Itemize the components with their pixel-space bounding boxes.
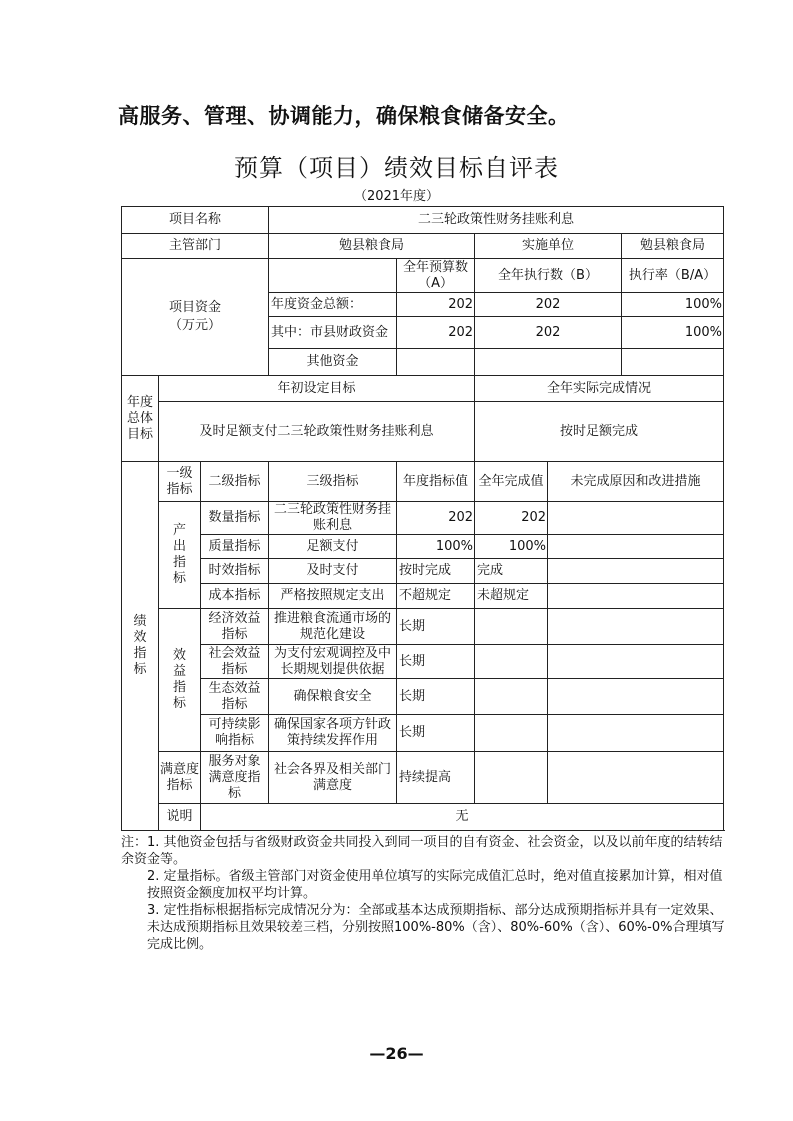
output-row-l2: 数量指标: [201, 502, 269, 535]
perf-indicators-label: 绩效指标: [122, 462, 159, 831]
output-row-l2: 成本指标: [201, 584, 269, 609]
output-row-done: 100%: [475, 535, 548, 559]
output-row-reason: [548, 535, 724, 559]
funds-city-rate: 100%: [622, 317, 724, 349]
project-name-value: 二三轮政策性财务挂账利息: [269, 207, 724, 234]
output-row-reason: [548, 584, 724, 609]
benefit-row-target: 长期: [397, 679, 475, 715]
funds-city-exec: 202: [475, 317, 622, 349]
funds-total-rate: 100%: [622, 293, 724, 317]
output-row-done: 202: [475, 502, 548, 535]
output-row-l3: 二三轮政策性财务挂账利息: [269, 502, 397, 535]
satisfaction-row-reason: [548, 752, 724, 804]
funds-city-budget: 202: [397, 317, 475, 349]
benefit-row-target: 长期: [397, 645, 475, 679]
hdr-done: 全年完成值: [475, 462, 548, 502]
output-row-l2: 质量指标: [201, 535, 269, 559]
funds-other-rate: [622, 349, 724, 376]
goal-plan-header: 年初设定目标: [159, 376, 475, 402]
benefit-row-done: [475, 679, 548, 715]
benefit-row-target: 长期: [397, 715, 475, 752]
output-row-target: 不超规定: [397, 584, 475, 609]
benefit-row-l2: 可持续影响指标: [201, 715, 269, 752]
hdr-level1: 一级指标: [159, 462, 201, 502]
benefit-row-l2: 经济效益指标: [201, 609, 269, 645]
dept-label: 主管部门: [122, 234, 269, 259]
footnote-2: 2. 定量指标。省级主管部门对资金使用单位填写的实际完成值汇总时，绝对值直接累加计算，相对值按照资金额度加权平均计算。: [147, 869, 723, 901]
funds-city-label: 其中：市县财政资金: [269, 317, 397, 349]
footnote-1: 注：1. 其他资金包括与省级财政资金共同投入到同一项目的自有资金、社会资金，以及以前年度的结转结余资金等。: [121, 835, 723, 867]
output-row-reason: [548, 502, 724, 535]
benefit-row-l2: 社会效益指标: [201, 645, 269, 679]
output-row-target: 100%: [397, 535, 475, 559]
funds-total-budget: 202: [397, 293, 475, 317]
benefit-row-reason: [548, 715, 724, 752]
benefit-row-l3: 推进粮食流通市场的规范化建设: [269, 609, 397, 645]
funds-other-budget: [397, 349, 475, 376]
benefit-indicators-label: 效益指标: [159, 609, 201, 752]
dept-value: 勉县粮食局: [269, 234, 475, 259]
output-row-l3: 严格按照规定支出: [269, 584, 397, 609]
satisfaction-row-done: [475, 752, 548, 804]
funds-other-exec: [475, 349, 622, 376]
goal-actual-header: 全年实际完成情况: [475, 376, 724, 402]
form-year: （2021年度）: [353, 189, 440, 204]
benefit-row-l3: 为支付宏观调控及中长期规划提供依据: [269, 645, 397, 679]
lead-text: 高服务、管理、协调能力，确保粮食储备安全。: [118, 104, 570, 128]
benefit-row-reason: [548, 609, 724, 645]
col-exec-header: 全年执行数（B）: [475, 259, 622, 293]
project-name-label: 项目名称: [122, 207, 269, 234]
output-row-l2: 时效指标: [201, 559, 269, 584]
benefit-row-reason: [548, 645, 724, 679]
self-evaluation-table: [121, 206, 724, 831]
page-number: —26—: [369, 1044, 424, 1063]
col-budget-header: 全年预算数（A）: [397, 259, 475, 293]
hdr-level3: 三级指标: [269, 462, 397, 502]
annual-goal-label: 年度总体目标: [122, 376, 159, 462]
satisfaction-row-l2: 服务对象满意度指标: [201, 752, 269, 804]
benefit-row-target: 长期: [397, 609, 475, 645]
benefit-row-l3: 确保粮食安全: [269, 679, 397, 715]
benefit-row-l2: 生态效益指标: [201, 679, 269, 715]
benefit-row-done: [475, 715, 548, 752]
footnotes: [121, 834, 727, 953]
funds-other-label: 其他资金: [269, 349, 397, 376]
funds-total-label: 年度资金总额：: [269, 293, 397, 317]
output-row-target: 202: [397, 502, 475, 535]
benefit-row-done: [475, 609, 548, 645]
note-label: 说明: [159, 804, 201, 831]
benefit-row-l3: 确保国家各项方针政策持续发挥作用: [269, 715, 397, 752]
output-row-l3: 足额支付: [269, 535, 397, 559]
funds-blank-cell: [269, 259, 397, 293]
goal-plan-value: 及时足额支付二三轮政策性财务挂账利息: [159, 402, 475, 462]
output-row-target: 按时完成: [397, 559, 475, 584]
satisfaction-row-l3: 社会各界及相关部门满意度: [269, 752, 397, 804]
output-row-done: 完成: [475, 559, 548, 584]
note-value: 无: [201, 804, 724, 831]
output-row-done: 未超规定: [475, 584, 548, 609]
footnote-3: 3. 定性指标根据指标完成情况分为：全部或基本达成预期指标、部分达成预期指标并具有一定效果、未达成预期指标且效果较差三档，分别按照100%-80%（含）、80%-60%（含）、60%-0%合理填写完成比例。: [147, 903, 725, 952]
impl-value: 勉县粮食局: [622, 234, 724, 259]
output-row-reason: [548, 559, 724, 584]
satisfaction-indicators-label: 满意度指标: [159, 752, 201, 804]
benefit-row-reason: [548, 679, 724, 715]
output-indicators-label: 产出指标: [159, 502, 201, 609]
output-row-l3: 及时支付: [269, 559, 397, 584]
funds-total-exec: 202: [475, 293, 622, 317]
goal-actual-value: 按时足额完成: [475, 402, 724, 462]
form-title: 预算（项目）绩效目标自评表: [234, 154, 559, 182]
col-rate-header: 执行率（B/A）: [622, 259, 724, 293]
impl-label: 实施单位: [475, 234, 622, 259]
hdr-target: 年度指标值: [397, 462, 475, 502]
hdr-reason: 未完成原因和改进措施: [548, 462, 724, 502]
benefit-row-done: [475, 645, 548, 679]
satisfaction-row-target: 持续提高: [397, 752, 475, 804]
hdr-level2: 二级指标: [201, 462, 269, 502]
funds-label: 项目资金 （万元）: [122, 259, 269, 376]
